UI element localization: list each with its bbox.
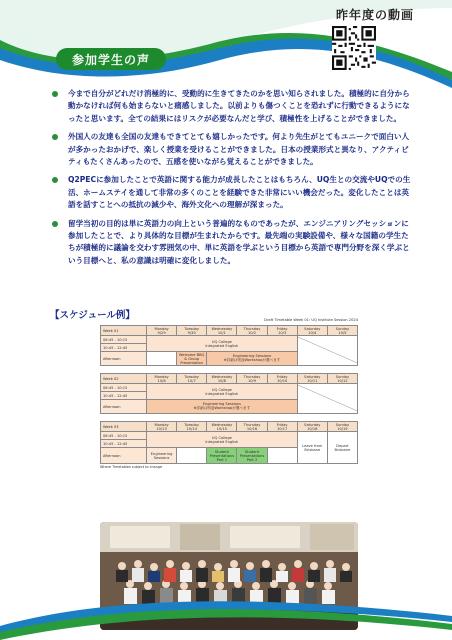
bullet-icon — [52, 221, 58, 227]
empty-cell — [267, 448, 297, 464]
testimonial-text: 今まで自分がどれだけ消極的に、受動的に生きてきたのかを思い知らされました。積極的に自分から動かなければ何も始まらないと痛感しました。以前よりも傷つくことを恐れずに行動できるようになったと思います。全ての結果にはリスクが必要なんだと学び、積極性を上げることができました。 — [68, 89, 410, 123]
strikethrough-icon — [298, 337, 357, 363]
day-header: Wednesday 10/1 — [207, 326, 237, 336]
schedule-timetable — [100, 318, 358, 518]
testimonial-text: 留学当初の目的は単に英語力の向上という普遍的なものであったが、エンジニアリングセッションに参加したことで、より具体的な目標が生まれたからです。最先端の実験設備や、様々な国籍の学生たちが積極的に議論を交わす雰囲気の中、単に英語を学ぶという目標から英語で専門分野を深く学ぶという目標へと、私の意識は明確に変化しました。 — [68, 218, 410, 265]
session-cell: Engineering Sessions ※詳細は別途Workshopが選べます — [147, 400, 298, 414]
day-header: Friday 10/10 — [267, 374, 297, 384]
day-header: Monday 9/29 — [147, 326, 177, 336]
saturday-cell: Leave from Brisbane — [297, 432, 327, 464]
schedule-note: Where Timetables subject to change — [100, 465, 163, 469]
day-header: Sunday 10/19 — [327, 422, 357, 432]
time-slot: 08:45 - 10:15 — [101, 384, 147, 392]
testimonial-text: Q2PECに参加したことで英語に関する能力が成長したことはもちろん、UQ生との交流やUQでの生活、ホームステイを通して非常の多くのことを経験できた非常にいい機会だった。変化したことは英語を話すことへの抵抗の減少や、海外文化への理解が深まった。 — [68, 175, 411, 210]
session-cell: Student Presentations Part 1 — [207, 448, 237, 464]
day-header: Wednesday 10/8 — [207, 374, 237, 384]
week-table — [100, 325, 358, 366]
free-days-cell — [297, 384, 357, 414]
day-header: Friday 10/17 — [267, 422, 297, 432]
schedule-title: 【スケジュール例】 — [50, 310, 135, 321]
qr-caption: 昨年度の動画 — [336, 8, 415, 22]
testimonial-item — [48, 131, 412, 168]
time-slot: 10:45 - 12:45 — [101, 392, 147, 400]
day-header: Wednesday 10/15 — [207, 422, 237, 432]
week-table — [100, 421, 358, 464]
day-header: Saturday 10/18 — [297, 422, 327, 432]
strikethrough-icon — [298, 385, 357, 411]
day-header: Monday 10/6 — [147, 374, 177, 384]
footer-swoosh — [0, 586, 452, 640]
session-cell: UQ College Integrated English — [147, 432, 298, 448]
bullet-icon — [52, 134, 58, 140]
day-header: Thursday 10/9 — [237, 374, 267, 384]
schedule-caption: Draft Timetable Week 01: UQ Institute Session 2024 — [264, 318, 358, 322]
afternoon-label: Afternoon — [101, 400, 147, 414]
day-header: Saturday 10/4 — [297, 326, 327, 336]
session-cell: UQ College Integrated English — [147, 336, 298, 352]
day-header: Friday 10/3 — [267, 326, 297, 336]
day-header: Tuesday 10/7 — [177, 374, 207, 384]
bullet-icon — [52, 91, 58, 97]
testimonial-item — [48, 218, 412, 268]
time-slot: 10:45 - 12:45 — [101, 344, 147, 352]
testimonial-item — [48, 88, 412, 125]
empty-cell — [147, 352, 177, 366]
sunday-cell: Depart Brisbane — [327, 432, 357, 464]
qr-code-icon[interactable] — [332, 26, 376, 70]
session-cell: Engineering Sessions — [147, 448, 177, 464]
time-slot: 10:45 - 12:45 — [101, 440, 147, 448]
session-cell: Student Presentations Part 2 — [237, 448, 267, 464]
week-label: Week 03 — [101, 422, 147, 432]
session-cell: UQ College Integrated English — [147, 384, 298, 400]
afternoon-label: Afternoon — [101, 448, 147, 464]
day-header: Tuesday 10/14 — [177, 422, 207, 432]
week-table — [100, 373, 358, 414]
day-header: Thursday 10/2 — [237, 326, 267, 336]
empty-cell — [177, 448, 207, 464]
free-days-cell — [297, 336, 357, 366]
day-header: Tuesday 9/30 — [177, 326, 207, 336]
testimonial-text: 外国人の友達も全国の友達もできてとても嬉しかったです。何より先生がとてもユニークで面白い人が多かったおかげで、楽しく授業を受けることができました。日本の授業形式と異なり、アクティビティもたくさんあったので、五感を使いながら覚えることができました。 — [68, 132, 410, 167]
week-label: Week 02 — [101, 374, 147, 384]
day-header: Thursday 10/16 — [237, 422, 267, 432]
session-cell: Engineering Sessions ※詳細は別途Workshopが選べます — [207, 352, 297, 366]
afternoon-label: Afternoon — [101, 352, 147, 366]
section-title: 参加学生の声 — [56, 48, 166, 70]
week-label: Week 01 — [101, 326, 147, 336]
day-header: Monday 10/13 — [147, 422, 177, 432]
session-cell: Welcome BBQ & Group Presentation — [177, 352, 207, 366]
day-header: Sunday 10/12 — [327, 374, 357, 384]
day-header: Saturday 10/11 — [297, 374, 327, 384]
time-slot: 08:45 - 10:15 — [101, 336, 147, 344]
testimonial-list — [48, 88, 412, 273]
time-slot: 08:45 - 10:15 — [101, 432, 147, 440]
day-header: Sunday 10/5 — [327, 326, 357, 336]
bullet-icon — [52, 177, 58, 183]
testimonial-item — [48, 174, 412, 211]
